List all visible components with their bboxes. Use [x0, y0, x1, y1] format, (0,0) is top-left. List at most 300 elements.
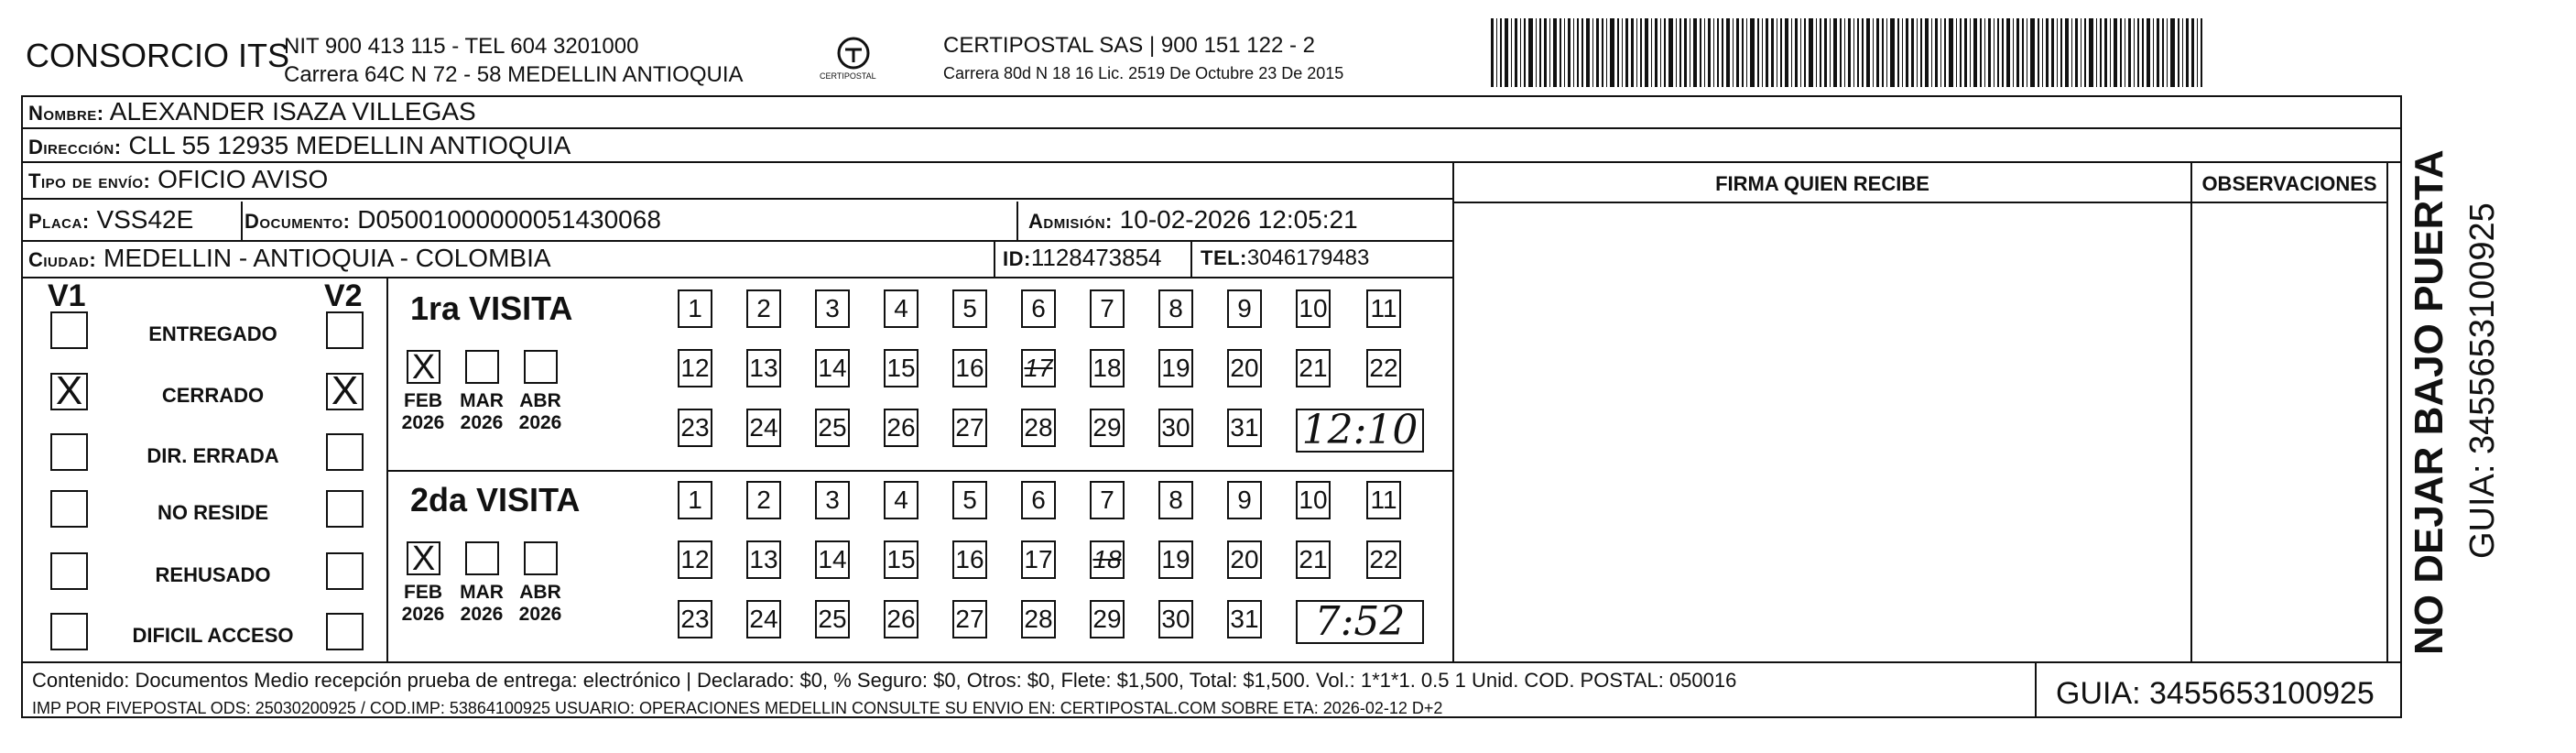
month-label [458, 390, 505, 434]
day-box[interactable]: 20 [1227, 540, 1262, 579]
observaciones-header: OBSERVACIONES [2201, 172, 2377, 195]
day-box[interactable]: 15 [884, 540, 918, 579]
divider [1452, 163, 1454, 663]
barcode-bar [1500, 18, 1502, 87]
barcode-bar [2167, 18, 2168, 87]
barcode-bar [1568, 18, 1571, 87]
day-box[interactable]: 11 [1366, 289, 1401, 328]
barcode-bar [1762, 18, 1763, 87]
barcode-bar [1771, 18, 1774, 87]
barcode-bar [2137, 18, 2139, 87]
barcode-bar [1622, 18, 1623, 87]
day-box[interactable]: 20 [1227, 349, 1262, 387]
barcode-bar [1631, 18, 1634, 87]
barcode-bar [1780, 18, 1782, 87]
ciudad-row [21, 242, 1454, 278]
barcode-bar [2030, 18, 2035, 87]
barcode-bar [2128, 18, 2131, 87]
barcode-bar [1820, 18, 1821, 87]
divider [2035, 661, 2037, 716]
divider [2190, 163, 2192, 663]
v2-checkbox[interactable] [326, 311, 364, 349]
day-box[interactable]: 10 [1296, 481, 1331, 519]
barcode-bar [2201, 18, 2202, 87]
barcode-bar [1524, 18, 1526, 87]
certipostal-info [943, 32, 1343, 87]
direccion-row [21, 129, 2402, 163]
month-year: 2026 [518, 412, 562, 433]
visit-title: 1ra VISITA [410, 289, 573, 327]
barcode-bar [1655, 18, 1658, 87]
visit-time: 12:10 [1296, 409, 1424, 453]
logo-text: CERTIPOSTAL [820, 71, 876, 81]
id-field [1003, 242, 1162, 275]
side-warning: NO DEJAR BAJO PUERTA [2407, 149, 2451, 655]
barcode-bar [1679, 18, 1681, 87]
barcode-bar [2182, 18, 2183, 87]
barcode-bar [2147, 18, 2150, 87]
barcode-bar [1676, 18, 1677, 87]
barcode-bar [1844, 18, 1845, 87]
barcode-bar [1917, 18, 1918, 87]
day-box[interactable]: 12 [678, 540, 712, 579]
day-box[interactable]: 18 [1090, 349, 1125, 387]
barcode-bar [1491, 18, 1494, 87]
id-label: ID: [1003, 247, 1031, 270]
month-year: 2026 [518, 604, 562, 625]
ciudad-label: Ciudad: [28, 248, 97, 271]
barcode-bar [1960, 18, 1962, 87]
divider [1190, 242, 1192, 278]
day-box[interactable]: 31 [1227, 600, 1262, 638]
day-box[interactable]: 16 [952, 540, 987, 579]
divider [386, 470, 1453, 472]
day-box[interactable]: 30 [1158, 409, 1193, 447]
tipo-label: Tipo de envío: [28, 169, 151, 192]
nombre-row [21, 95, 2402, 129]
tipo-row [21, 163, 1454, 200]
barcode-bar [1973, 18, 1977, 87]
day-box[interactable]: 1 [678, 289, 712, 328]
barcode-bar [1956, 18, 1957, 87]
barcode-bar [1700, 18, 1701, 87]
day-box[interactable]: 19 [1158, 540, 1193, 579]
barcode-bar [1902, 18, 1903, 87]
placa-value: VSS42E [96, 205, 194, 234]
day-box[interactable]: 24 [746, 600, 781, 638]
barcode-bar [1581, 18, 1583, 87]
barcode-bar [2042, 18, 2043, 87]
barcode-bar [2104, 18, 2107, 87]
barcode-bar [1785, 18, 1788, 87]
month-name: MAR [460, 390, 504, 411]
barcode-bar [1848, 18, 1851, 87]
barcode-bar [1536, 18, 1537, 87]
certipostal-address: Carrera 80d N 18 16 Lic. 2519 De Octubre 23 De 2015 [943, 64, 1344, 82]
month-name: MAR [460, 582, 504, 603]
v1-checkbox[interactable] [50, 552, 88, 590]
barcode-bar [1539, 18, 1541, 87]
day-box[interactable]: 12 [678, 349, 712, 387]
barcode-bar [1726, 18, 1730, 87]
placa-label: Placa: [28, 210, 90, 233]
barcode-bar [2057, 18, 2058, 87]
id-value: 1128473854 [1030, 244, 1162, 271]
month-label [516, 582, 564, 626]
v1-checkbox[interactable] [50, 433, 88, 471]
company-info [284, 32, 744, 89]
v1-checkbox[interactable] [50, 311, 88, 349]
barcode-bar [2134, 18, 2135, 87]
month-name: ABR [519, 390, 561, 411]
status-label: DIR. ERRADA [147, 444, 279, 467]
v2-checkbox[interactable] [326, 490, 364, 528]
month-checkbox[interactable] [465, 350, 499, 384]
barcode-bar [2013, 18, 2014, 87]
barcode-bar [1645, 18, 1648, 87]
divider [21, 661, 2402, 663]
month-year: 2026 [460, 604, 504, 625]
barcode-bar [1988, 18, 1991, 87]
barcode-bar [2142, 18, 2144, 87]
barcode-bar [1528, 18, 1533, 87]
side-guia: GUIA: 3455653100925 [2463, 202, 2502, 559]
month-checkbox[interactable] [524, 541, 558, 575]
day-box[interactable]: 8 [1158, 481, 1193, 519]
barcode-bar [1511, 18, 1512, 87]
barcode-bar [1733, 18, 1734, 87]
month-name: FEB [404, 582, 442, 603]
status-label: DIFICIL ACCESO [132, 624, 294, 647]
day-box[interactable]: 27 [952, 600, 987, 638]
day-box[interactable]: 4 [884, 289, 918, 328]
day-box[interactable]: 11 [1366, 481, 1401, 519]
day-box[interactable]: 25 [815, 409, 850, 447]
certipostal-nit: CERTIPOSTAL SAS | 900 151 122 - 2 [943, 33, 1315, 58]
divider [241, 202, 243, 240]
barcode-bar [1553, 18, 1557, 87]
barcode-bar [1560, 18, 1561, 87]
day-box[interactable]: 13 [746, 540, 781, 579]
month-name: ABR [519, 582, 561, 603]
barcode-bar [2089, 18, 2093, 87]
barcode-bar [1602, 18, 1603, 87]
firma-header: FIRMA QUIEN RECIBE [1715, 172, 1929, 195]
barcode-bar [1997, 18, 1999, 87]
day-box[interactable]: 23 [678, 600, 712, 638]
direccion-label: Dirección: [28, 136, 122, 158]
admision-field [1028, 200, 1358, 242]
day-box[interactable]: 30 [1158, 600, 1193, 638]
placa-row [21, 200, 1454, 242]
barcode-bar [2153, 18, 2154, 87]
day-box[interactable]: 6 [1021, 289, 1056, 328]
month-checkbox[interactable]: X [407, 541, 440, 575]
month-year: 2026 [401, 604, 445, 625]
barcode-bar [1505, 18, 1508, 87]
barcode-bar [1809, 18, 1813, 87]
barcode-bar [1742, 18, 1744, 87]
barcode-bar [2084, 18, 2086, 87]
barcode-bar [1873, 18, 1874, 87]
v1-header: V1 [48, 278, 86, 313]
tel-field [1201, 242, 1369, 274]
status-label: CERRADO [161, 384, 265, 407]
barcode-bar [1980, 18, 1982, 87]
divider [994, 242, 995, 278]
v2-checkbox[interactable] [326, 552, 364, 590]
barcode-bar [2114, 18, 2117, 87]
day-box[interactable]: 21 [1296, 349, 1331, 387]
day-box[interactable]: 9 [1227, 289, 1262, 328]
barcode-bar [1544, 18, 1547, 87]
day-box[interactable]: 25 [815, 600, 850, 638]
status-label: NO RESIDE [157, 501, 269, 524]
barcode-bar [1592, 18, 1593, 87]
barcode-bar [1886, 18, 1887, 87]
barcode-bar [1713, 18, 1714, 87]
barcode-bar [1833, 18, 1837, 87]
barcode-bar [1520, 18, 1521, 87]
barcode-bar [1795, 18, 1798, 87]
status-label: REHUSADO [155, 563, 271, 586]
barcode-bar [1931, 18, 1932, 87]
barcode-bar [1617, 18, 1619, 87]
barcode-bar [1984, 18, 1985, 87]
barcode-bar [1857, 18, 1859, 87]
barcode-bar [1862, 18, 1864, 87]
barcode-bar [2075, 18, 2078, 87]
barcode-bar [2071, 18, 2072, 87]
barcode-bar [2162, 18, 2164, 87]
day-box[interactable]: 8 [1158, 289, 1193, 328]
barcode-bar [1549, 18, 1550, 87]
barcode-bar [1800, 18, 1801, 87]
barcode-bar [2016, 18, 2019, 87]
barcode-bar [1684, 18, 1687, 87]
v2-header: V2 [324, 278, 363, 313]
barcode-bar [1625, 18, 1628, 87]
day-box[interactable]: 7 [1090, 289, 1125, 328]
day-box[interactable]: 5 [952, 481, 987, 519]
day-box[interactable]: 14 [815, 349, 850, 387]
barcode-bar [1830, 18, 1831, 87]
barcode-bar [1610, 18, 1614, 87]
day-box[interactable]: 5 [952, 289, 987, 328]
tel-value: 3046179483 [1246, 246, 1370, 270]
barcode-bar [1746, 18, 1747, 87]
admision-value: 10-02-2026 12:05:21 [1119, 205, 1358, 234]
month-label [458, 582, 505, 626]
barcode-bar [2191, 18, 2194, 87]
month-name: FEB [404, 390, 442, 411]
documento-label: Documento: [245, 210, 351, 233]
day-box[interactable]: 3 [815, 289, 850, 328]
barcode-bar [1660, 18, 1661, 87]
day-box[interactable]: 17 [1021, 349, 1056, 387]
documento-field [245, 200, 661, 242]
day-box[interactable]: 24 [746, 409, 781, 447]
barcode-bar [2178, 18, 2179, 87]
status-label: ENTREGADO [148, 322, 277, 345]
ciudad-value: MEDELLIN - ANTIOQUIA - COLOMBIA [103, 244, 551, 272]
day-box[interactable]: 23 [678, 409, 712, 447]
day-box[interactable]: 28 [1021, 409, 1056, 447]
nombre-label: Nombre: [28, 102, 104, 125]
barcode-bar [1573, 18, 1574, 87]
barcode-bar [2051, 18, 2054, 87]
barcode-bar [1890, 18, 1895, 87]
month-year: 2026 [460, 412, 504, 433]
barcode-bar [2002, 18, 2004, 87]
barcode-bar [1704, 18, 1705, 87]
day-box[interactable]: 26 [884, 600, 918, 638]
v1-checkbox[interactable] [50, 613, 88, 650]
month-year: 2026 [401, 412, 445, 433]
barcode-bar [2120, 18, 2122, 87]
v2-checkbox[interactable] [326, 433, 364, 471]
barcode-bar [2170, 18, 2175, 87]
barcode-bar [1736, 18, 1739, 87]
barcode-bar [1816, 18, 1817, 87]
v1-checkbox[interactable]: X [50, 373, 88, 410]
day-box[interactable]: 9 [1227, 481, 1262, 519]
day-box[interactable]: 4 [884, 481, 918, 519]
barcode-bar [1876, 18, 1879, 87]
day-box[interactable]: 7 [1090, 481, 1125, 519]
month-checkbox[interactable] [524, 350, 558, 384]
barcode-bar [1640, 18, 1642, 87]
barcode-bar [1840, 18, 1842, 87]
day-box[interactable]: 3 [815, 481, 850, 519]
day-box[interactable]: 16 [952, 349, 987, 387]
barcode-bar [1586, 18, 1590, 87]
day-box[interactable]: 15 [884, 349, 918, 387]
barcode-bar [1577, 18, 1579, 87]
day-box[interactable]: 29 [1090, 600, 1125, 638]
barcode-bar [1853, 18, 1854, 87]
month-checkbox[interactable]: X [407, 350, 440, 384]
day-box[interactable]: 2 [746, 289, 781, 328]
month-label [516, 390, 564, 434]
month-checkbox[interactable] [465, 541, 499, 575]
barcode-bar [1496, 18, 1497, 87]
barcode-bar [2060, 18, 2062, 87]
barcode-bar [1564, 18, 1565, 87]
nombre-value: ALEXANDER ISAZA VILLEGAS [109, 97, 476, 126]
day-box[interactable]: 26 [884, 409, 918, 447]
barcode-bar [1970, 18, 1971, 87]
day-box[interactable]: 6 [1021, 481, 1056, 519]
day-box[interactable]: 22 [1366, 540, 1401, 579]
barcode-bar [1804, 18, 1806, 87]
day-box[interactable]: 29 [1090, 409, 1125, 447]
barcode-bar [1897, 18, 1899, 87]
barcode [1491, 18, 2219, 87]
barcode-bar [1515, 18, 1517, 87]
barcode-bar [2197, 18, 2198, 87]
barcode-bar [1940, 18, 1941, 87]
day-box[interactable]: 27 [952, 409, 987, 447]
barcode-bar [1766, 18, 1768, 87]
visit-time: 7:52 [1296, 600, 1424, 644]
day-box[interactable]: 19 [1158, 349, 1193, 387]
v1-checkbox[interactable] [50, 490, 88, 528]
barcode-bar [2022, 18, 2024, 87]
divider [1452, 202, 2388, 203]
barcode-bar [2100, 18, 2102, 87]
barcode-bar [1596, 18, 1599, 87]
barcode-bar [1949, 18, 1953, 87]
visit-title: 2da VISITA [410, 481, 581, 518]
barcode-bar [1693, 18, 1697, 87]
barcode-bar [1651, 18, 1652, 87]
company-name: CONSORCIO ITS [26, 37, 290, 74]
day-box[interactable]: 14 [815, 540, 850, 579]
barcode-bar [1824, 18, 1827, 87]
day-box[interactable]: 21 [1296, 540, 1331, 579]
barcode-bar [1708, 18, 1711, 87]
footer-imp: IMP POR FIVEPOSTAL ODS: 25030200925 / COD.IMP: 53864100925 USUARIO: OPERACIONES MEDELLIN CONSULTE SU ENVIO EN: CERTIPOSTAL.COM SOBRE ETA: 2026-02-12 D+2 [32, 699, 1443, 717]
day-box[interactable]: 22 [1366, 349, 1401, 387]
day-box[interactable]: 18 [1090, 540, 1125, 579]
barcode-bar [1717, 18, 1719, 87]
barcode-bar [1606, 18, 1607, 87]
barcode-bar [1882, 18, 1884, 87]
barcode-bar [2157, 18, 2159, 87]
barcode-bar [1944, 18, 1946, 87]
company-nit: NIT 900 413 115 - TEL 604 3201000 [284, 34, 639, 59]
barcode-bar [1668, 18, 1673, 87]
barcode-bar [1636, 18, 1637, 87]
day-box[interactable]: 10 [1296, 289, 1331, 328]
day-box[interactable]: 2 [746, 481, 781, 519]
barcode-bar [1935, 18, 1938, 87]
day-box[interactable]: 17 [1021, 540, 1056, 579]
barcode-bar [2046, 18, 2049, 87]
footer-contenido: Contenido: Documentos Medio recepción prueba de entrega: electrónico | Declarado: $0, % Seguro: $0, Otros: $0, Flete: $1,500, Total: $1,500. Vol.: 1*1*1. 0.5 1 Unid. COD. POSTAL: 050016 [32, 669, 1737, 692]
barcode-bar [1911, 18, 1914, 87]
barcode-bar [1722, 18, 1723, 87]
v2-checkbox[interactable] [326, 613, 364, 650]
company-address: Carrera 64C N 72 - 58 MEDELLIN ANTIOQUIA [284, 62, 744, 87]
barcode-bar [1906, 18, 1908, 87]
barcode-bar [2110, 18, 2111, 87]
barcode-bar [1757, 18, 1759, 87]
day-box[interactable]: 13 [746, 349, 781, 387]
barcode-bar [1964, 18, 1967, 87]
month-label [399, 582, 447, 626]
barcode-bar [1750, 18, 1755, 87]
v2-checkbox[interactable]: X [326, 373, 364, 410]
barcode-bar [1866, 18, 1870, 87]
day-box[interactable]: 28 [1021, 600, 1056, 638]
documento-value: D05001000000051430068 [357, 205, 661, 234]
barcode-bar [1925, 18, 1929, 87]
barcode-bar [2186, 18, 2189, 87]
barcode-bar [1664, 18, 1666, 87]
barcode-bar [2038, 18, 2039, 87]
direccion-value: CLL 55 12935 MEDELLIN ANTIOQUIA [128, 131, 571, 159]
barcode-bar [1791, 18, 1792, 87]
tel-label: TEL: [1201, 246, 1247, 269]
footer-guia: GUIA: 3455653100925 [2056, 676, 2375, 711]
barcode-bar [2096, 18, 2097, 87]
admision-label: Admisión: [1028, 210, 1113, 233]
day-box[interactable]: 31 [1227, 409, 1262, 447]
day-box[interactable]: 1 [678, 481, 712, 519]
divider [2386, 163, 2388, 663]
